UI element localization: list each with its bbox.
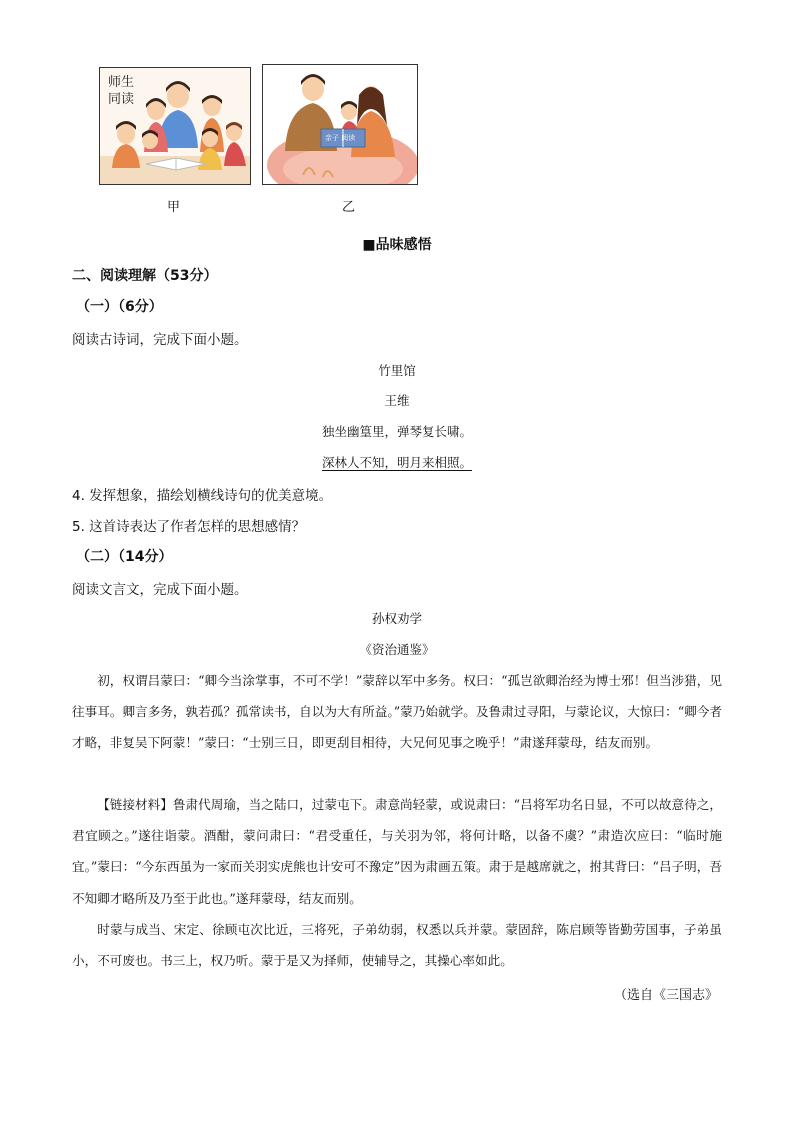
sub1-instruction: 阅读古诗词，完成下面小题。 (72, 332, 248, 348)
figure-caption-right: 乙 (342, 200, 356, 215)
text-title: 孙权劝学 (371, 611, 422, 626)
poem-author: 王维 (384, 393, 410, 408)
overlay-line-1: 师生 (108, 75, 135, 90)
sub1-label: （一）（6分） (76, 299, 163, 315)
sub2-label: （二）（14分） (76, 549, 173, 565)
poem-line-2-text: 深林人不知，明月来相照。 (321, 455, 472, 470)
question-5: 5. 这首诗表达了作者怎样的思想感情？ (72, 519, 306, 535)
poem-line-1: 独坐幽篁里，弹琴复长啸。 (321, 424, 472, 439)
poem-title: 竹里馆 (378, 363, 416, 378)
poem-line-2-underlined (0, 453, 794, 471)
paragraph-2-link-material: 【链接材料】鲁肃代周瑜，当之陆口，过蒙屯下。肃意尚轻蒙，或说肃曰：“吕将军功名日显，不可以故意待之，君宜顾之。”遂往诣蒙。酒酣，蒙问肃曰：“君受重任，与关羽为邻，将何计略，以备不虞？”肃造次应曰：“临时施宜。”蒙曰：“今东西虽为一家而关羽实虎熊也计安可不豫定”因为肃画五策。肃于是越席就之，拊其背曰：“吕子明，吾不知卿才略所及乃至于此也。”遂拜蒙母，结友而别。 (72, 797, 722, 906)
section-mark: ■品味感悟 (362, 237, 432, 253)
figure-book-text: 亲子 阅读 (325, 134, 356, 142)
figure-caption-left: 甲 (167, 200, 181, 215)
figure-teacher-students-reading (99, 67, 251, 185)
question-4: 4. 发挥想象，描绘划横线诗句的优美意境。 (72, 488, 333, 504)
figure-overlay-text (108, 74, 134, 108)
sub2-instruction: 阅读文言文，完成下面小题。 (72, 582, 248, 598)
part2-heading: 二、阅读理解（53分） (72, 268, 218, 284)
family-reading-illustration (263, 65, 417, 184)
paragraph-3: 时蒙与成当、宋定、徐顾屯次比近，三将死，子弟幼弱，权悉以兵并蒙。蒙固辞，陈启顾等皆勤劳国事，子弟虽小，不可废也。书三上，权乃听。蒙于是又为择师，使辅导之，其操心率如此。 (72, 922, 722, 969)
overlay-line-2: 同读 (108, 92, 135, 107)
figure-family-reading (262, 64, 418, 185)
source-note: （选自《三国志》 (613, 988, 718, 1003)
text-source-book: 《资治通鉴》 (359, 642, 435, 657)
paragraph-1: 初，权谓吕蒙曰：“卿今当涂掌事，不可不学！”蒙辞以军中多务。权曰：“孤岂欲卿治经为博士邪！但当涉猎，见往事耳。卿言多务，孰若孤？孤常读书，自以为大有所益。”蒙乃始就学。及鲁肃过寻阳，与蒙论议，大惊曰：“卿今者才略，非复吴下阿蒙！”蒙曰：“士别三日，即更刮目相待，大兄何见事之晚乎！”肃遂拜蒙母，结友而别。 (72, 673, 722, 751)
